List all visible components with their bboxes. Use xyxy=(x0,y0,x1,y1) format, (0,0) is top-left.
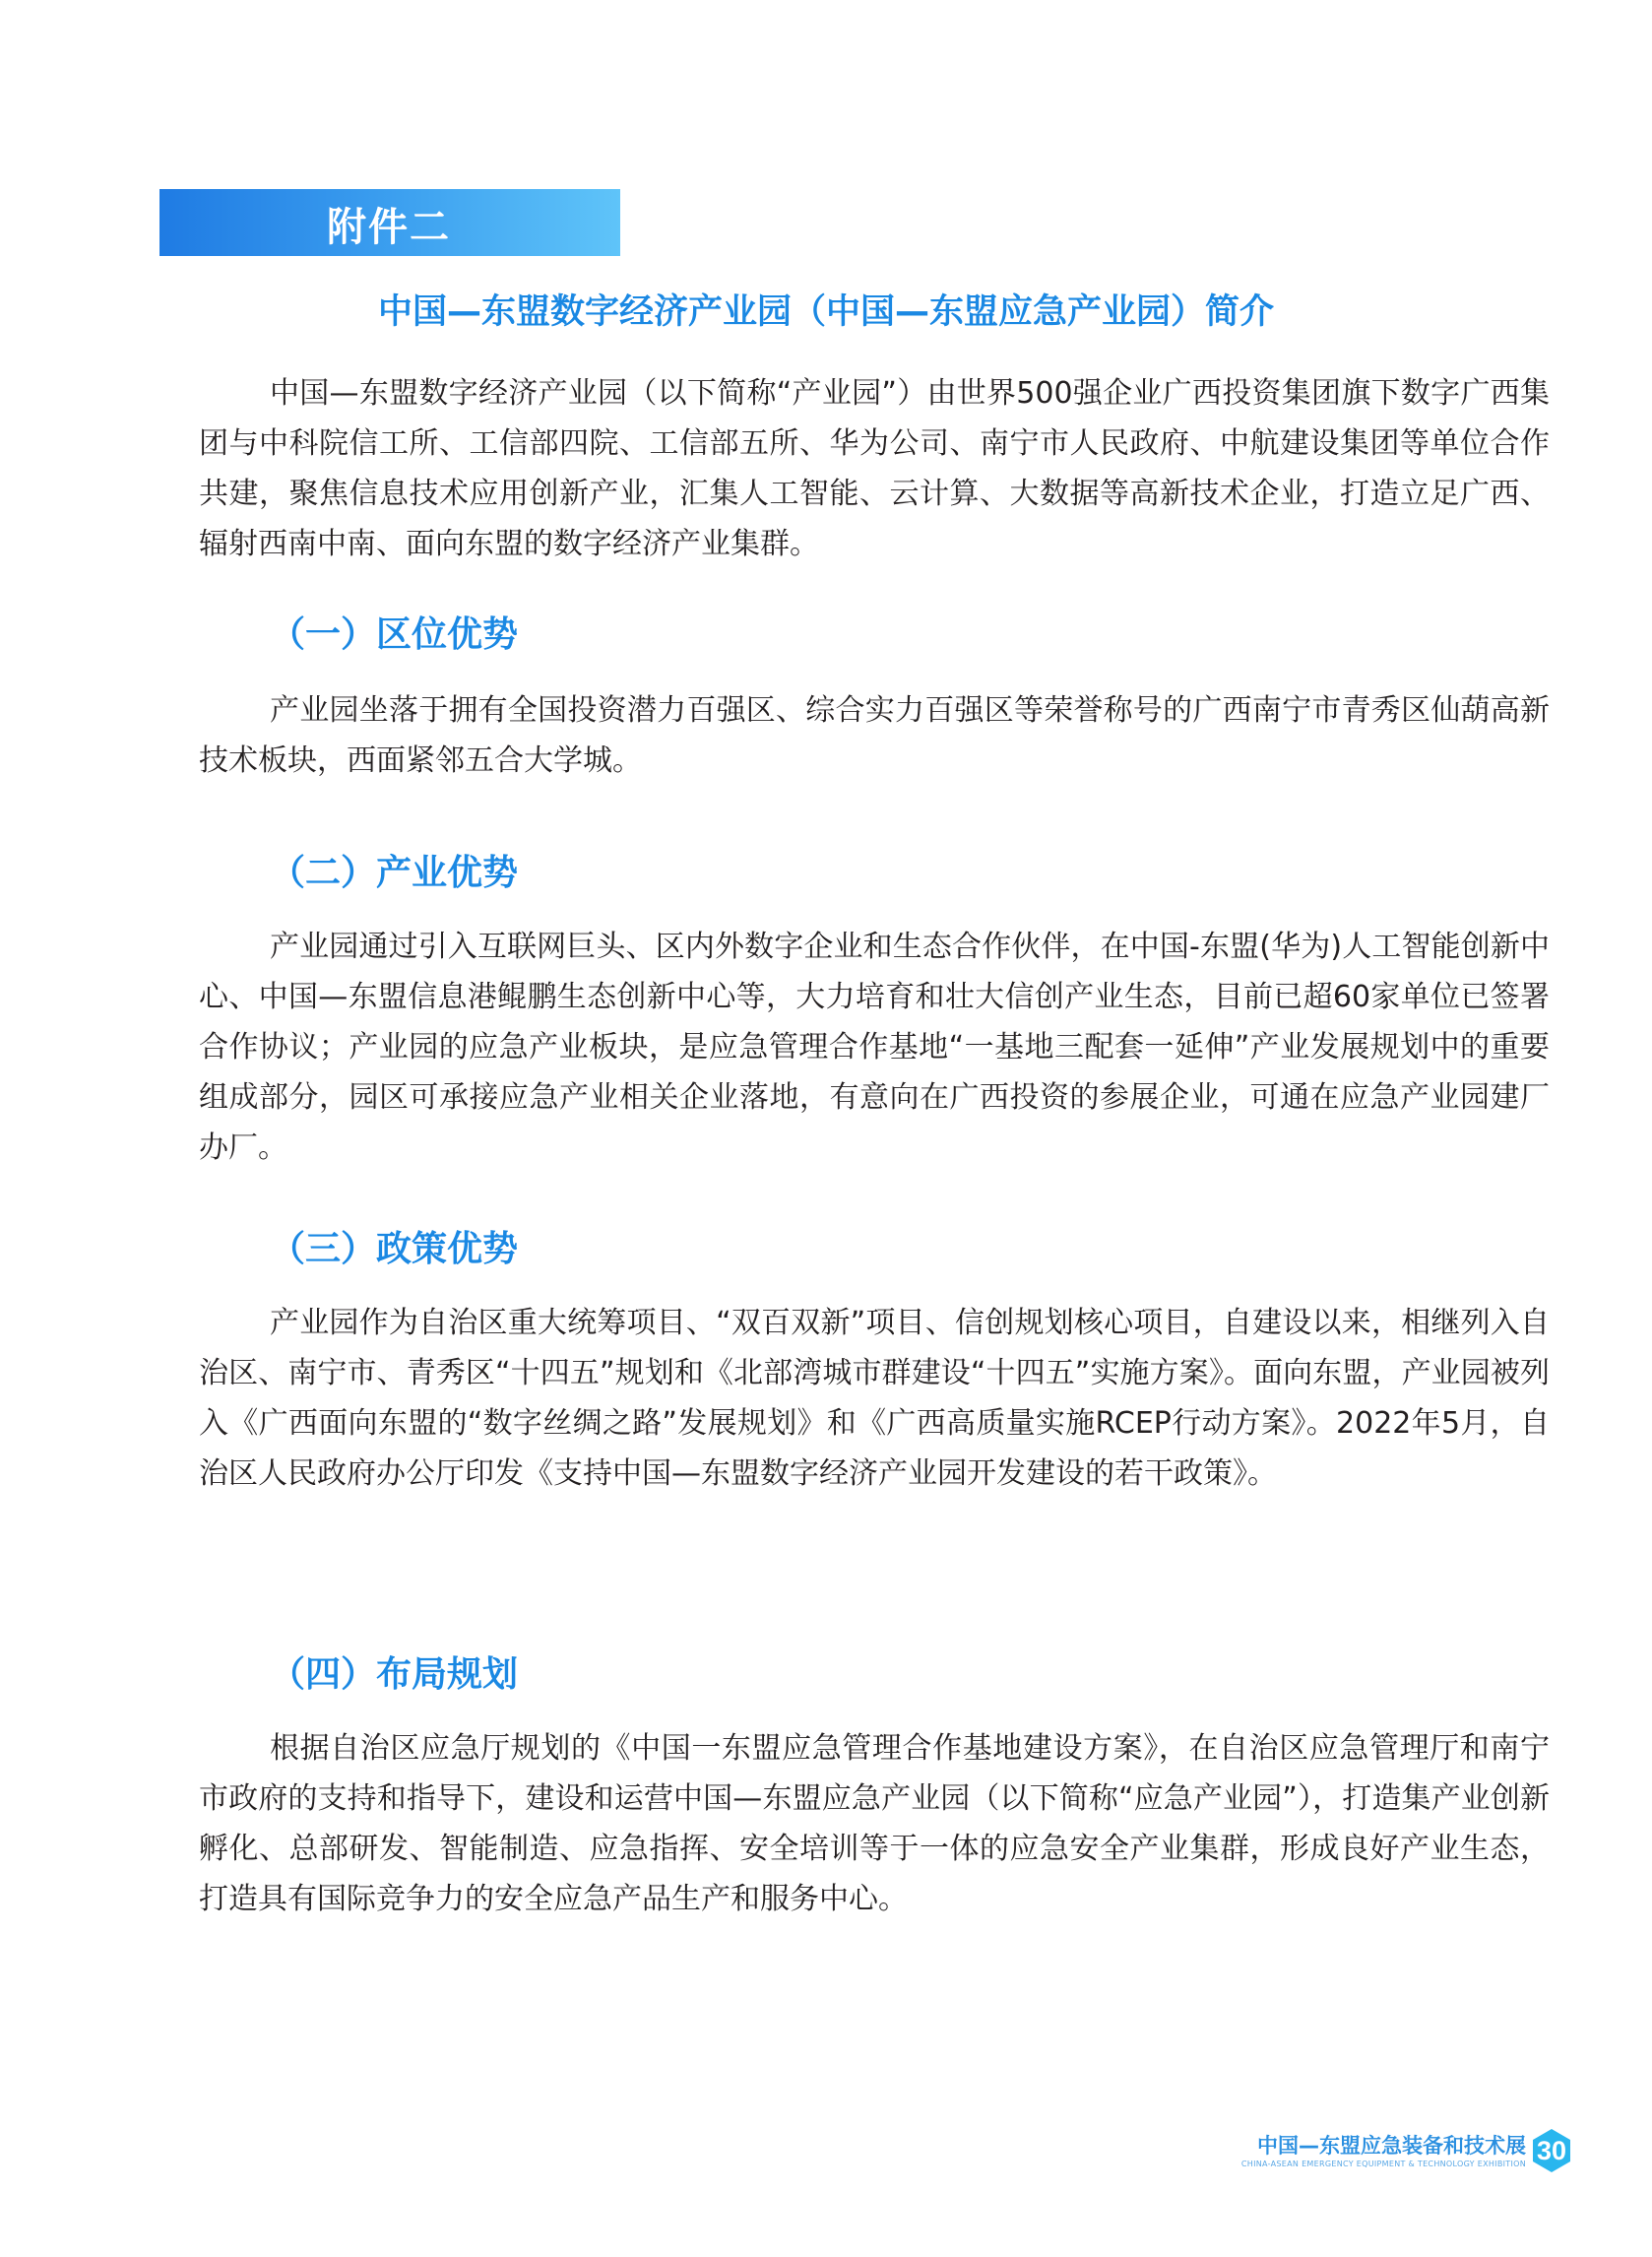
attachment-header-tab xyxy=(159,189,620,256)
page-number: 30 xyxy=(1536,2136,1567,2165)
footer-exhibition-title xyxy=(1231,2133,1526,2170)
page-number-badge xyxy=(1531,2128,1572,2173)
attachment-header-label: 附件二 xyxy=(327,205,451,250)
section-heading-policy: （三）政策优势 xyxy=(270,1229,519,1269)
document-title: 中国—东盟数字经济产业园（中国—东盟应急产业园）简介 xyxy=(377,292,1274,332)
section-body-layout: 根据自治区应急厅规划的《中国一东盟应急管理合作基地建设方案》，在自治区应急管理厅和南宁市政府的支持和指导下，建设和运营中国—东盟应急产业园（以下简称“应急产业园”），打造集产业创新孵化、总部研发、智能制造、应急指挥、安全培训等于一体的应急安全产业集群，形成良好产业生态，打造具有国际竞争力的安全应急产品生产和服务中心。 xyxy=(199,1731,1550,1916)
section-heading-layout: （四）布局规划 xyxy=(270,1654,519,1695)
footer-title-cn: 中国—东盟应急装备和技术展 xyxy=(1257,2134,1526,2158)
section-body-policy: 产业园作为自治区重大统筹项目、“双百双新”项目、信创规划核心项目，自建设以来，相继列入自治区、南宁市、青秀区“十四五”规划和《北部湾城市群建设“十四五”实施方案》。面向东盟，产业园被列入《广西面向东盟的“数字丝绸之路”发展规划》和《广西高质量实施RCEP行动方案》。2022年5月，自治区人民政府办公厅印发《支持中国—东盟数字经济产业园开发建设的若干政策》。 xyxy=(199,1306,1550,1491)
section-body-industry: 产业园通过引入互联网巨头、区内外数字企业和生态合作伙伴，在中国-东盟(华为)人工智能创新中心、中国—东盟信息港鲲鹏生态创新中心等，大力培育和壮大信创产业生态，目前已超60家单位已签署合作协议；产业园的应急产业板块，是应急管理合作基地“一基地三配套一延伸”产业发展规划中的重要组成部分，园区可承接应急产业相关企业落地，有意向在广西投资的参展企业，可通在应急产业园建厂办厂。 xyxy=(199,930,1550,1165)
section-heading-industry: （二）产业优势 xyxy=(270,853,519,893)
intro-paragraph: 中国—东盟数字经济产业园（以下简称“产业园”）由世界500强企业广西投资集团旗下数字广西集团与中科院信工所、工信部四院、工信部五所、华为公司、南宁市人民政府、中航建设集团等单位合作共建，聚焦信息技术应用创新产业，汇集人工智能、云计算、大数据等高新技术企业，打造立足广西、辐射西南中南、面向东盟的数字经济产业集群。 xyxy=(199,376,1550,561)
section-heading-location: （一）区位优势 xyxy=(270,614,519,655)
section-body-location: 产业园坐落于拥有全国投资潜力百强区、综合实力百强区等荣誉称号的广西南宁市青秀区仙葫高新技术板块，西面紧邻五合大学城。 xyxy=(199,693,1550,778)
footer-title-en: CHINA-ASEAN EMERGENCY EQUIPMENT & TECHNOLOGY EXHIBITION xyxy=(1240,2160,1526,2168)
